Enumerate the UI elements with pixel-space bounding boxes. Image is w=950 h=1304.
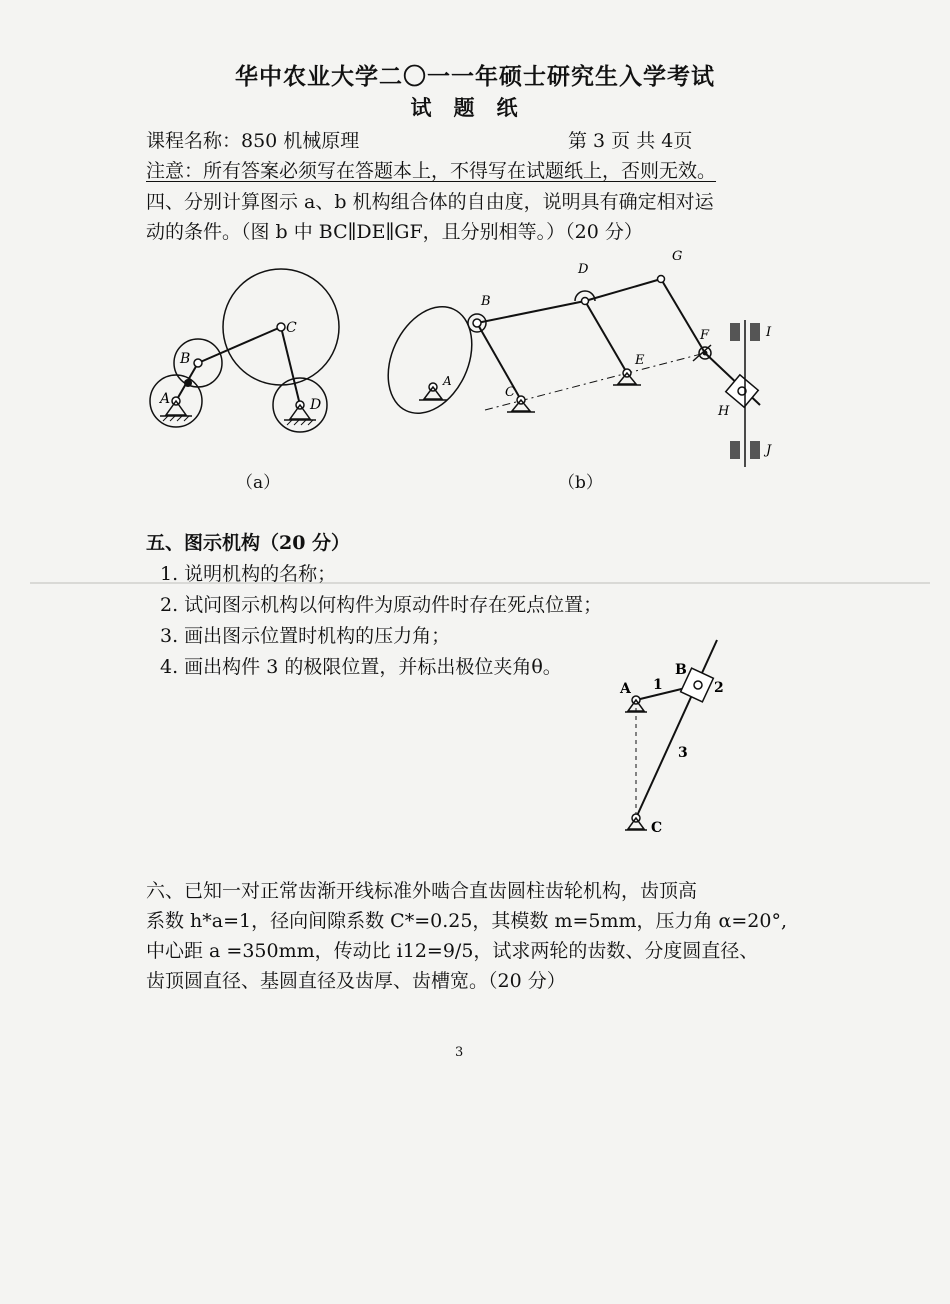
q5-item-4: 4. 画出构件 3 的极限位置，并标出极位夹角θ。 xyxy=(160,656,562,678)
q5-heading: 五、图示机构（20 分） xyxy=(146,532,351,554)
fig-b-label-b: B xyxy=(481,294,491,309)
q5-item-3: 3. 画出图示位置时机构的压力角； xyxy=(160,625,451,647)
figure-a xyxy=(140,265,350,440)
course-name: 课程名称：850 机械原理 xyxy=(146,130,360,152)
exam-notice: 注意：所有答案必须写在答题本上，不得写在试题纸上，否则无效。 xyxy=(146,160,717,182)
q6-line-3: 中心距 a =350mm，传动比 i12=9/5，试求两轮的齿数、分度圆直径、 xyxy=(146,940,759,962)
fig-b-label-a: A xyxy=(443,374,452,388)
q5-fig-label-3: 3 xyxy=(678,745,688,761)
q6-line-2: 系数 h*a=1，径向间隙系数 C*=0.25，其模数 m=5mm，压力角 α=20°, xyxy=(146,910,788,932)
fig-a-label-c: C xyxy=(286,320,297,336)
q5-fig-label-a: A xyxy=(620,681,631,697)
exam-subtitle: 试题纸 xyxy=(410,95,540,120)
figure-b xyxy=(385,245,795,470)
q5-figure xyxy=(605,630,745,840)
fig-b-label-f: F xyxy=(700,328,710,343)
fig-b-label-d: D xyxy=(578,262,589,277)
q5-fig-label-2: 2 xyxy=(714,680,724,696)
exam-title: 华中农业大学二〇一一年硕士研究生入学考试 xyxy=(235,63,715,90)
q5-fig-label-1: 1 xyxy=(653,677,663,693)
fig-b-label-c: C xyxy=(505,385,515,400)
fig-a-label-a: A xyxy=(160,391,171,407)
q5-fig-label-c: C xyxy=(651,820,663,836)
q4-line-2: 动的条件。（图 b 中 BC∥DE∥GF，且分别相等。）（20 分） xyxy=(146,221,643,243)
q5-item-2: 2. 试问图示机构以何构件为原动件时存在死点位置； xyxy=(160,594,603,616)
fig-b-label-g: G xyxy=(672,249,683,264)
fig-b-label-j: J xyxy=(766,443,772,458)
fig-b-label-i: I xyxy=(766,325,772,340)
fig-b-caption: （b） xyxy=(558,473,603,493)
q6-line-1: 六、已知一对正常齿渐开线标准外啮合直齿圆柱齿轮机构，齿顶高 xyxy=(146,880,698,902)
fig-b-label-h: H xyxy=(718,404,730,419)
fig-a-caption: （a） xyxy=(236,473,281,493)
q5-item-1: 1. 说明机构的名称； xyxy=(160,563,337,585)
fig-a-label-d: D xyxy=(310,397,322,413)
fig-a-label-b: B xyxy=(180,351,191,367)
q4-line-1: 四、分别计算图示 a、b 机构组合体的自由度，说明具有确定相对运 xyxy=(146,191,714,213)
page-info: 第 3 页 共 4页 xyxy=(568,130,693,152)
page-number: 3 xyxy=(455,1045,464,1060)
q6-line-4: 齿顶圆直径、基圆直径及齿厚、齿槽宽。（20 分） xyxy=(146,970,566,992)
fig-b-label-e: E xyxy=(635,353,645,368)
q5-fig-label-b: B xyxy=(675,662,687,678)
